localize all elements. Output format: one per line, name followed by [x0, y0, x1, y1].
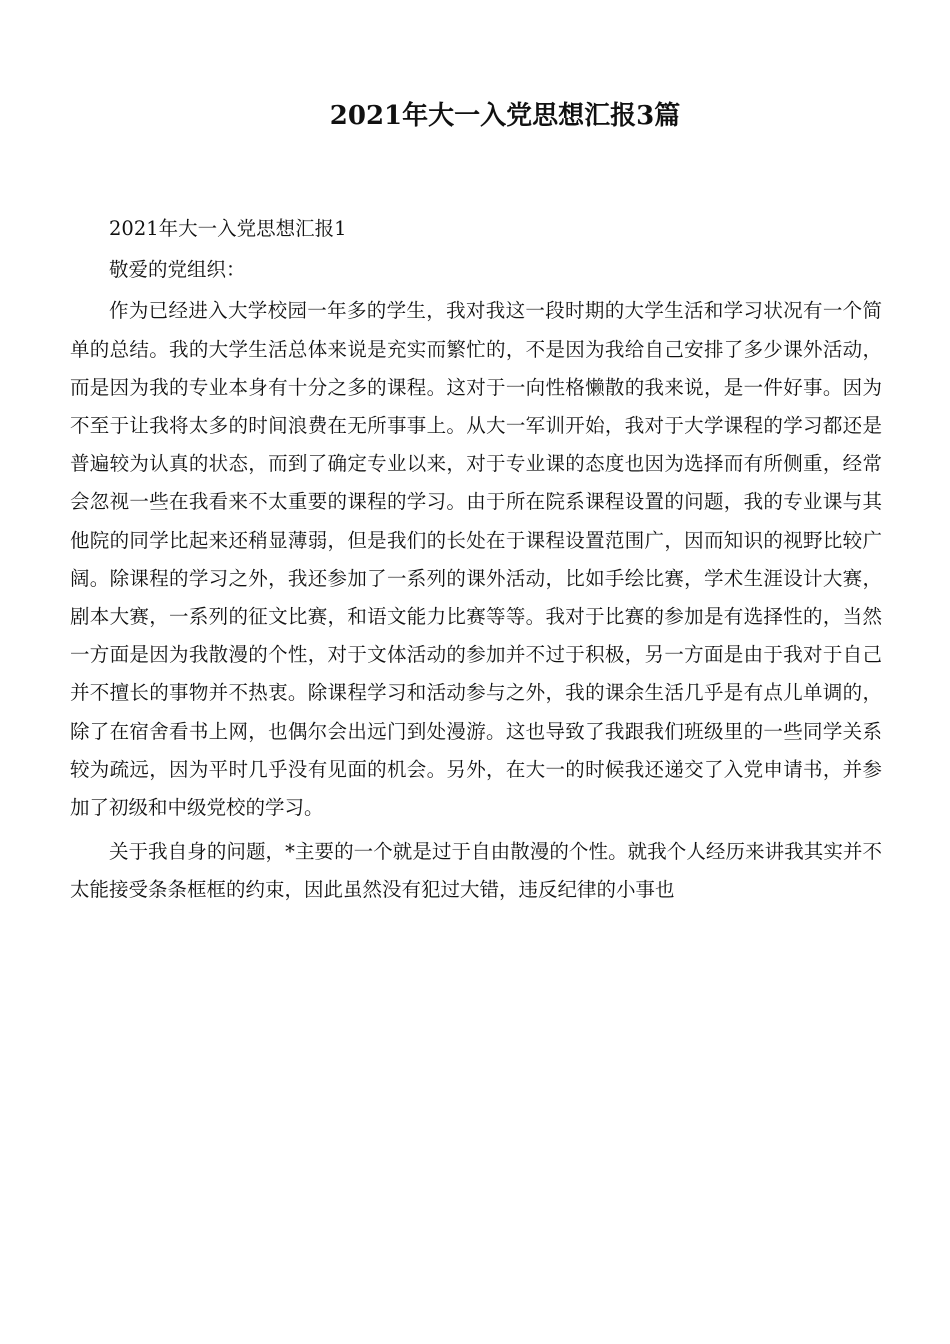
- body-paragraph: 作为已经进入大学校园一年多的学生，我对我这一段时期的大学生活和学习状况有一个简单的总结。我的大学生活总体来说是充实而繁忙的，不是因为我给自己安排了多少课外活动，而是因为我的专业本身有十分之多的课程。这对于一向性格懒散的我来说，是一件好事。因为不至于让我将太多的时间浪费在无所事事上。从大一军训开始，我对于大学课程的学习都还是普遍较为认真的状态，而到了确定专业以来，对于专业课的态度也因为选择而有所侧重，经常会忽视一些在我看来不太重要的课程的学习。由于所在院系课程设置的问题，我的专业课与其他院的同学比起来还稍显薄弱，但是我们的长处在于课程设置范围广，因而知识的视野比较广阔。除课程的学习之外，我还参加了一系列的课外活动，比如手绘比赛，学术生涯设计大赛，剧本大赛，一系列的征文比赛，和语文能力比赛等等。我对于比赛的参加是有选择性的，当然一方面是因为我散漫的个性，对于文体活动的参加并不过于积极，另一方面是由于我对于自己并不擅长的事物并不热衷。除课程学习和活动参与之外，我的课余生活几乎是有点儿单调的，除了在宿舍看书上网，也偶尔会出远门到处漫游。这也导致了我跟我们班级里的一些同学关系较为疏远，因为平时几乎没有见面的机会。另外，在大一的时候我还递交了入党申请书，并参加了初级和中级党校的学习。: [70, 299, 882, 820]
- section-heading: 2021年大一入党思想汇报1: [109, 217, 347, 240]
- document-body: [70, 210, 882, 913]
- body-paragraph: 关于我自身的问题，*主要的一个就是过于自由散漫的个性。就我个人经历来讲我其实并不太能接受条条框框的约束，因此虽然没有犯过大错，违反纪律的小事也: [70, 840, 882, 902]
- document-title: 2021年大一入党思想汇报3篇: [329, 101, 681, 131]
- salutation: 敬爱的党组织：: [109, 258, 246, 282]
